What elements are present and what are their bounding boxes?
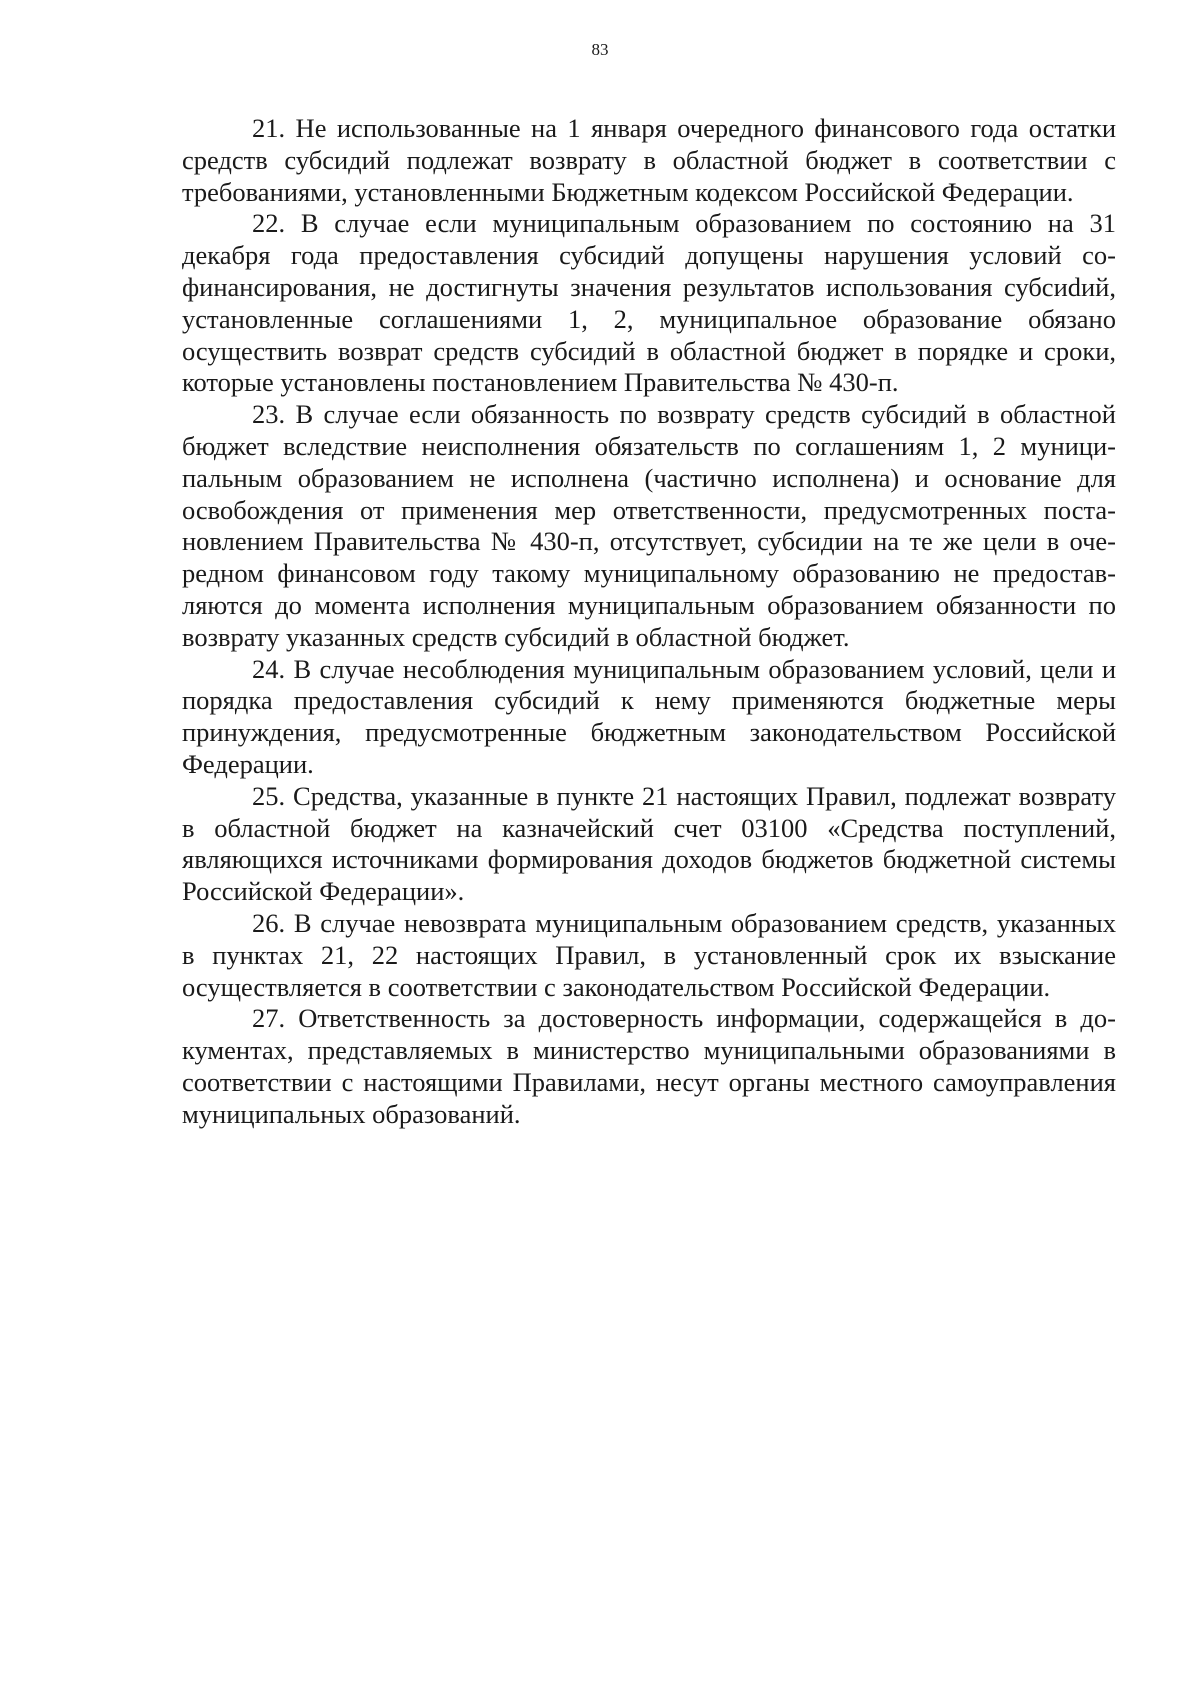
paragraph-24: 24. В случае несоблюдения муниципальным образованием условий, цели и порядка предоставления субсидий к нему применяются бюджетные меры принуждения, предусмотренные бюджетным законодательством Российской Федерации.	[182, 653, 1116, 779]
document-body	[182, 113, 1116, 1131]
paragraph-23: 23. В случае если обязанность по возврату средств субсидий в областной бюджет вследствие неисполнения обязательств по соглашениям 1, 2 муниципальным образованием не исполнена (частично исполнена) и основание для освобождения от применения мер ответственности, предусмотренных постановлением Правительства № 430-п, отсутствует, субсидии на те же цели в очередном финансовом году такому муниципальному образованию не предоставляются до момента исполнения муниципальным образованием обязанности по возврату указанных средств субсидий в областной бюджет.	[182, 399, 1116, 652]
paragraph-21: 21. Не использованные на 1 января очередного финансового года остатки средств субсидий подлежат возврату в областной бюджет в соответствии с требованиями, установленными Бюджетным кодексом Российской Федерации.	[182, 113, 1116, 207]
paragraph-22: 22. В случае если муниципальным образованием по состоянию на 31 декабря года предоставления субсидий допущены нарушения условий софинансирования, не достигнуты значения результатов использования субсиdий, установленные соглашениями 1, 2, муниципальное образование обязано осуществить возврат средств субсидий в областной бюджет в порядке и сроки, которые установлены постановлением Правительства № 430-п.	[182, 208, 1116, 398]
page-number: 83	[591, 40, 609, 59]
paragraph-25: 25. Средства, указанные в пункте 21 настоящих Правил, подлежат возврату в областной бюджет на казначейский счет 03100 «Средства поступлений, являющихся источниками формирования доходов бюджетов бюджетной системы Российской Федерации».	[182, 780, 1116, 907]
paragraph-27: 27. Ответственность за достоверность информации, содержащейся в документах, представляемых в министерство муниципальными образованиями в соответствии с настоящими Правилами, несут органы местного самоуправления муниципальных образований.	[182, 1003, 1116, 1129]
paragraph-26: 26. В случае невозврата муниципальным образованием средств, указанных в пунктах 21, 22 настоящих Правил, в установленный срок их взыскание осуществляется в соответствии с законодательством Российской Федерации.	[182, 907, 1116, 1002]
